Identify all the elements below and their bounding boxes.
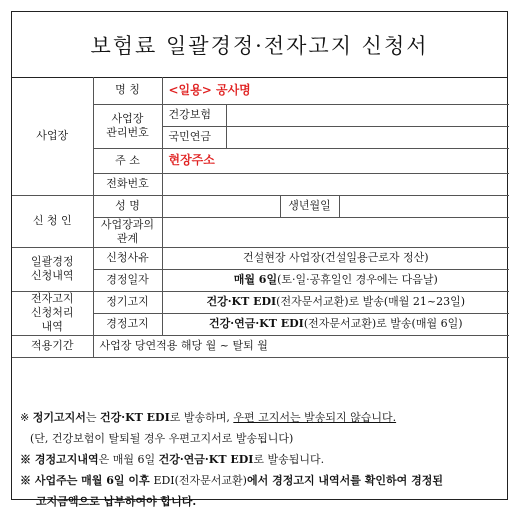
e-notice-section-label: 전자고지 신청처리 내역: [12, 291, 93, 335]
business-name-field[interactable]: [162, 77, 509, 104]
health-insurance-label: 건강보험: [162, 104, 226, 126]
correction-notice-value: 건강·연금·KT EDI(전자문서교환)로 발송(매월 6일): [162, 313, 509, 335]
application-form: [11, 11, 508, 508]
note-employer-payment-cont: 고지금액으로 납부하여야 합니다.: [36, 495, 197, 508]
relation-label: 사업장과의 관계: [93, 217, 162, 247]
mgmt-number-label: 사업장 관리번호: [93, 104, 162, 148]
regular-notice-label: 정기고지: [93, 291, 162, 313]
birth-date-field[interactable]: [339, 195, 509, 217]
applicant-section-label: 신 청 인: [12, 195, 93, 247]
national-pension-field[interactable]: [226, 126, 509, 148]
period-label: 적용기간: [12, 335, 93, 357]
note-employer-payment: ※ 사업주는 매월 6일 이후 EDI(전자문서교환)에서 경정고지 내역서를 확인하여 경정된: [20, 474, 443, 487]
address-value: 현장주소: [168, 153, 215, 167]
correction-section-label: 일괄경정 신청내역: [12, 247, 93, 291]
correction-notice-label: 경정고지: [93, 313, 162, 335]
regular-notice-value: 건강·KT EDI(전자문서교환)로 발송(매월 21~23일): [162, 291, 509, 313]
business-section-label: 사업장: [12, 77, 93, 195]
applicant-name-field[interactable]: [162, 195, 280, 217]
note-correction-notice: ※ 경정고지내역은 매월 6일 건강·연금·KT EDI로 발송됩니다.: [20, 453, 325, 466]
correction-date-value: 매월 6일(토·일·공휴일인 경우에는 다음날): [162, 269, 509, 291]
name-label: 명 칭: [93, 77, 162, 104]
note-health-exception: (단, 건강보험이 탈퇴될 경우 우편고지서로 발송됩니다): [30, 432, 294, 445]
form-title: 보험료 일괄경정·전자고지 신청서: [12, 12, 507, 78]
health-insurance-field[interactable]: [226, 104, 509, 126]
phone-label: 전화번호: [93, 173, 162, 195]
address-field[interactable]: [162, 148, 509, 173]
correction-date-label: 경정일자: [93, 269, 162, 291]
form-table: [12, 77, 509, 358]
business-name-value: <일용> 공사명: [168, 82, 251, 97]
period-value: 사업장 당연적용 해당 월 ~ 탈퇴 월: [93, 335, 509, 357]
reason-label: 신청사유: [93, 247, 162, 269]
birth-date-label: 생년월일: [280, 195, 339, 217]
note-regular-notice: ※ 정기고지서는 건강·KT EDI로 발송하며, 우편 고지서는 발송되지 않습니다.: [20, 411, 397, 424]
phone-field[interactable]: [162, 173, 509, 195]
reason-value: 건설현장 사업장(건설일용근로자 정산): [162, 247, 509, 269]
national-pension-label: 국민연금: [162, 126, 226, 148]
address-label: 주 소: [93, 148, 162, 173]
relation-field[interactable]: [162, 217, 509, 247]
notes: [12, 407, 507, 512]
applicant-name-label: 성 명: [93, 195, 162, 217]
